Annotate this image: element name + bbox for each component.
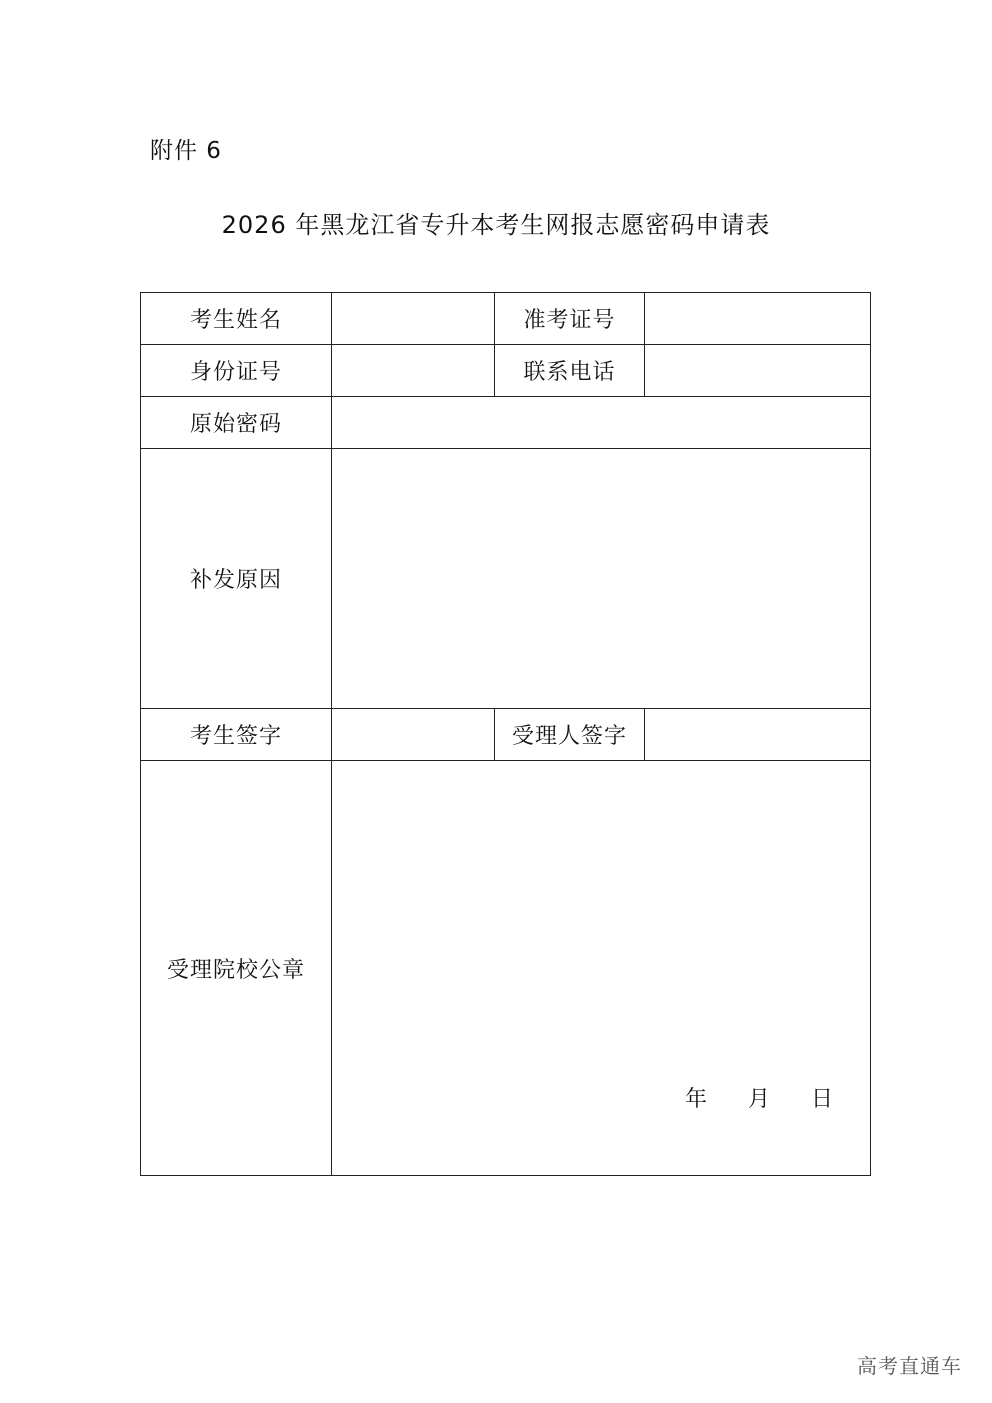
date-line <box>685 1082 834 1113</box>
school-seal-field[interactable] <box>332 761 871 1176</box>
row-name-ticket <box>141 293 871 345</box>
candidate-signature-label: 考生签字 <box>141 709 332 761</box>
row-password <box>141 397 871 449</box>
form-title: 2026 年黑龙江省专升本考生网报志愿密码申请表 <box>221 211 771 239</box>
candidate-name-field[interactable] <box>332 293 495 345</box>
phone-label: 联系电话 <box>495 345 645 397</box>
id-number-label: 身份证号 <box>141 345 332 397</box>
school-seal-label: 受理院校公章 <box>141 761 332 1176</box>
handler-signature-field[interactable] <box>645 709 871 761</box>
row-signatures <box>141 709 871 761</box>
date-year: 年 <box>684 1087 708 1112</box>
row-seal <box>141 761 871 1176</box>
row-id-phone <box>141 345 871 397</box>
original-password-label: 原始密码 <box>141 397 332 449</box>
exam-ticket-field[interactable] <box>645 293 871 345</box>
phone-field[interactable] <box>645 345 871 397</box>
row-reason <box>141 449 871 709</box>
reissue-reason-label: 补发原因 <box>141 449 332 709</box>
application-form-table <box>140 292 871 1176</box>
id-number-field[interactable] <box>332 345 495 397</box>
candidate-signature-field[interactable] <box>332 709 495 761</box>
reissue-reason-field[interactable] <box>332 449 871 709</box>
original-password-field[interactable] <box>332 397 871 449</box>
date-day: 日 <box>810 1087 834 1112</box>
handler-signature-label: 受理人签字 <box>495 709 645 761</box>
attachment-label: 附件 6 <box>150 138 222 164</box>
date-month: 月 <box>747 1087 771 1112</box>
watermark: 高考直通车 <box>857 1354 962 1378</box>
candidate-name-label: 考生姓名 <box>141 293 332 345</box>
exam-ticket-label: 准考证号 <box>495 293 645 345</box>
